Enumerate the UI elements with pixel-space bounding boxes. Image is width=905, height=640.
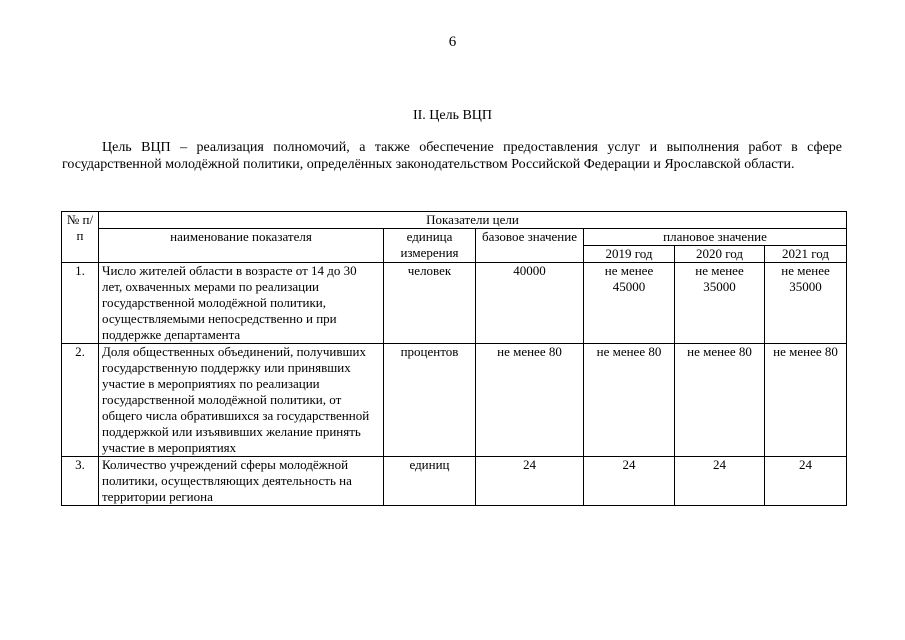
row-num: 2.: [62, 344, 99, 457]
header-row-1: [62, 212, 847, 229]
header-unit: единица измерения: [384, 229, 476, 263]
header-row-2: [62, 229, 847, 246]
header-planned: плановое значение: [584, 229, 847, 246]
row-unit: человек: [384, 263, 476, 344]
header-name: наименование показателя: [99, 229, 384, 263]
row-2019: 24: [584, 457, 675, 506]
section-title: II. Цель ВЦП: [412, 108, 493, 123]
row-num: 1.: [62, 263, 99, 344]
row-base: 40000: [476, 263, 584, 344]
header-group: Показатели цели: [99, 212, 847, 229]
row-name: Количество учреждений сферы молодёжной политики, осуществляющих деятельность на территории региона: [99, 457, 384, 506]
row-2020: 24: [675, 457, 765, 506]
indicators-table: [61, 211, 847, 506]
row-base: 24: [476, 457, 584, 506]
header-year-2021: 2021 год: [765, 246, 847, 263]
row-2021: не менее 80: [765, 344, 847, 457]
intro-paragraph: [62, 139, 842, 173]
row-name: Доля общественных объединений, получивших государственную поддержку или принявших участие в мероприятиях по реализации государственной молодёжной политики, от общего числа обратившихся за государственной поддержкой или изъявивших желание принять участие в мероприятиях: [99, 344, 384, 457]
row-2020: не менее 35000: [675, 263, 765, 344]
intro-text: Цель ВЦП – реализация полномочий, а также обеспечение предоставления услуг и выполнения работ в сфере государственной молодёжной политики, определённых законодательством Российской Федерации и Ярославской области.: [62, 140, 842, 172]
table-row: [62, 263, 847, 344]
header-num: № п/п: [62, 212, 99, 263]
header-year-2020: 2020 год: [675, 246, 765, 263]
page-number: 6: [448, 34, 457, 50]
row-2019: не менее 45000: [584, 263, 675, 344]
row-num: 3.: [62, 457, 99, 506]
row-2021: 24: [765, 457, 847, 506]
table-row: [62, 344, 847, 457]
row-2021: не менее 35000: [765, 263, 847, 344]
table-row: [62, 457, 847, 506]
row-base: не менее 80: [476, 344, 584, 457]
row-2020: не менее 80: [675, 344, 765, 457]
row-unit: процентов: [384, 344, 476, 457]
row-2019: не менее 80: [584, 344, 675, 457]
header-base: базовое значение: [476, 229, 584, 263]
row-name: Число жителей области в возрасте от 14 до 30 лет, охваченных мерами по реализации государственной молодёжной политики, осуществляемыми непосредственно и при поддержке департамента: [99, 263, 384, 344]
row-unit: единиц: [384, 457, 476, 506]
header-year-2019: 2019 год: [584, 246, 675, 263]
